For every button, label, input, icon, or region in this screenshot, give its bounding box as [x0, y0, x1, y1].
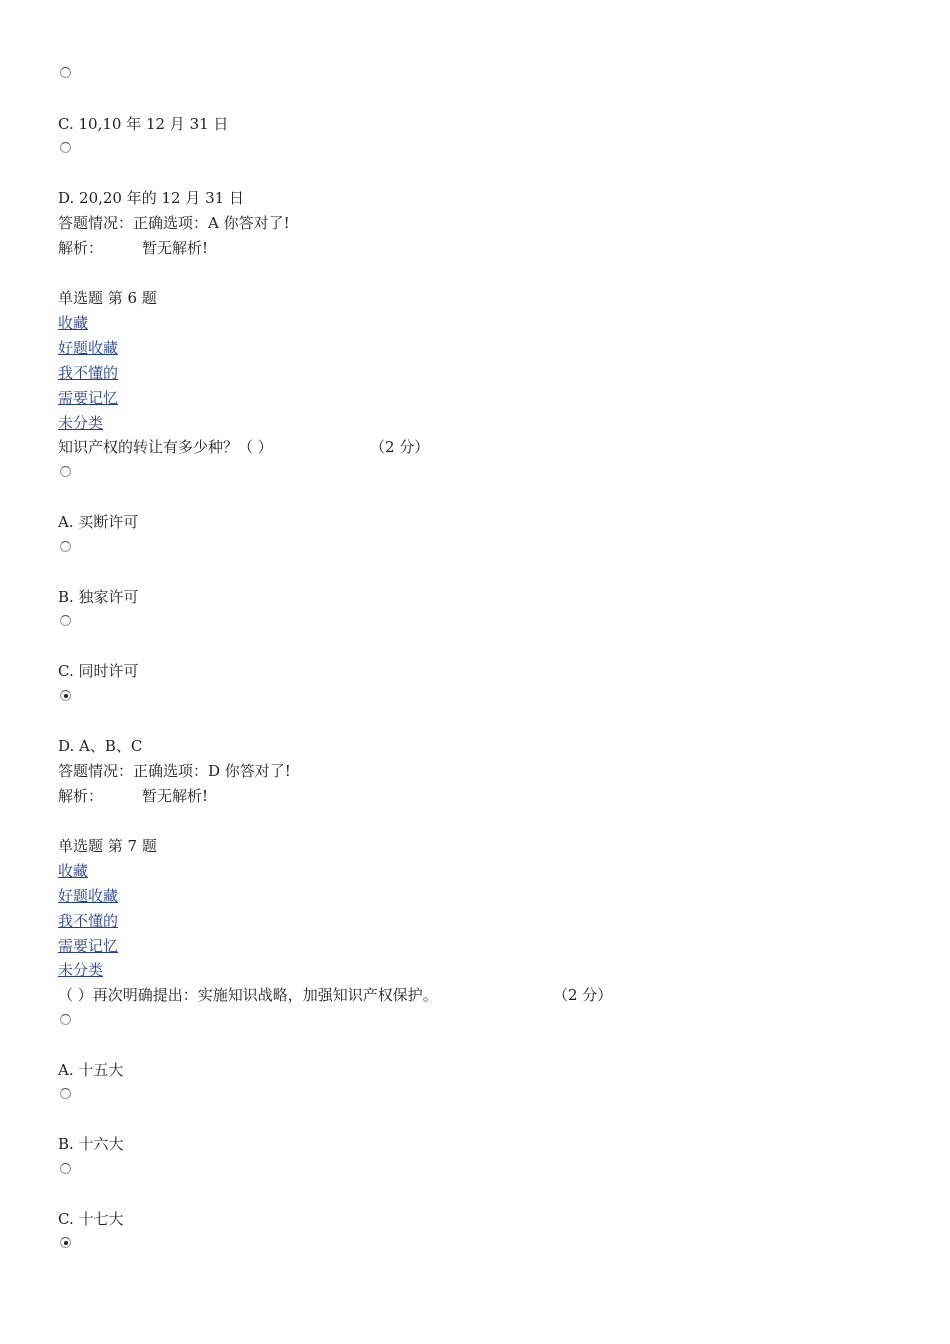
q7-option-c: C. 十七大	[58, 1210, 124, 1228]
q6-fav-memorize	[58, 388, 118, 408]
answer-prefix: 答题情况：	[58, 762, 134, 780]
fav-link-uncategorized[interactable]: 未分类	[58, 961, 104, 979]
q7-fav-collect	[58, 861, 88, 881]
q7-fav-good	[58, 886, 118, 906]
q6-analysis	[58, 786, 208, 806]
answer-text: 正确选项：D 你答对了!	[133, 762, 291, 780]
q7-fav-memorize	[58, 936, 118, 956]
radio-prev-c[interactable]	[60, 67, 71, 78]
q7-option-a: A. 十五大	[58, 1061, 124, 1079]
q6-option-b: B. 独家许可	[58, 588, 139, 606]
prev-answer-status	[58, 213, 290, 233]
radio-q6-c[interactable]	[60, 615, 71, 626]
answer-prefix: 答题情况：	[58, 214, 134, 232]
q6-fav-collect	[58, 313, 88, 333]
q6-fav-unknown	[58, 363, 118, 383]
radio-q7-c[interactable]	[60, 1163, 71, 1174]
fav-link-good-question[interactable]: 好题收藏	[58, 339, 119, 357]
q6-header: 单选题 第 6 题	[58, 289, 157, 307]
radio-q6-d-selected[interactable]	[60, 690, 71, 701]
analysis-text: 暂无解析!	[142, 239, 209, 257]
q7-fav-uncategorized	[58, 960, 103, 980]
analysis-prefix: 解析：	[58, 239, 104, 257]
q6-question: 知识产权的转让有多少种？（ ）	[58, 438, 273, 456]
q7-question: （ ）再次明确提出：实施知识战略，加强知识产权保护。	[58, 986, 438, 1004]
q6-option-a: A. 买断许可	[58, 513, 139, 531]
fav-link-dont-understand[interactable]: 我不懂的	[58, 912, 119, 930]
q6-fav-uncategorized	[58, 413, 103, 433]
q6-option-c: C. 同时许可	[58, 662, 139, 680]
q7-header: 单选题 第 7 题	[58, 837, 157, 855]
fav-link-memorize[interactable]: 需要记忆	[58, 389, 119, 407]
analysis-prefix: 解析：	[58, 787, 104, 805]
q6-option-d: D. A、B、C	[58, 737, 143, 755]
fav-link-uncategorized[interactable]: 未分类	[58, 414, 104, 432]
answer-text: 正确选项：A 你答对了!	[133, 214, 290, 232]
q7-option-b: B. 十六大	[58, 1135, 124, 1153]
q7-fav-unknown	[58, 911, 118, 931]
fav-link-memorize[interactable]: 需要记忆	[58, 937, 119, 955]
fav-link-collect[interactable]: 收藏	[58, 314, 89, 332]
radio-q7-b[interactable]	[60, 1088, 71, 1099]
q6-score: （2 分）	[370, 438, 430, 456]
fav-link-good-question[interactable]: 好题收藏	[58, 887, 119, 905]
q6-fav-good	[58, 338, 118, 358]
fav-link-dont-understand[interactable]: 我不懂的	[58, 364, 119, 382]
radio-q6-b[interactable]	[60, 541, 71, 552]
analysis-text: 暂无解析!	[142, 787, 209, 805]
radio-prev-d[interactable]	[60, 142, 71, 153]
q7-score: （2 分）	[553, 986, 613, 1004]
prev-option-c: C. 10,10 年 12 月 31 日	[58, 115, 229, 133]
prev-option-d: D. 20,20 年的 12 月 31 日	[58, 189, 244, 207]
radio-q6-a[interactable]	[60, 466, 71, 477]
radio-q7-d-selected[interactable]	[60, 1237, 71, 1248]
fav-link-collect[interactable]: 收藏	[58, 862, 89, 880]
radio-q7-a[interactable]	[60, 1014, 71, 1025]
q6-answer-status	[58, 761, 291, 781]
prev-analysis	[58, 238, 208, 258]
